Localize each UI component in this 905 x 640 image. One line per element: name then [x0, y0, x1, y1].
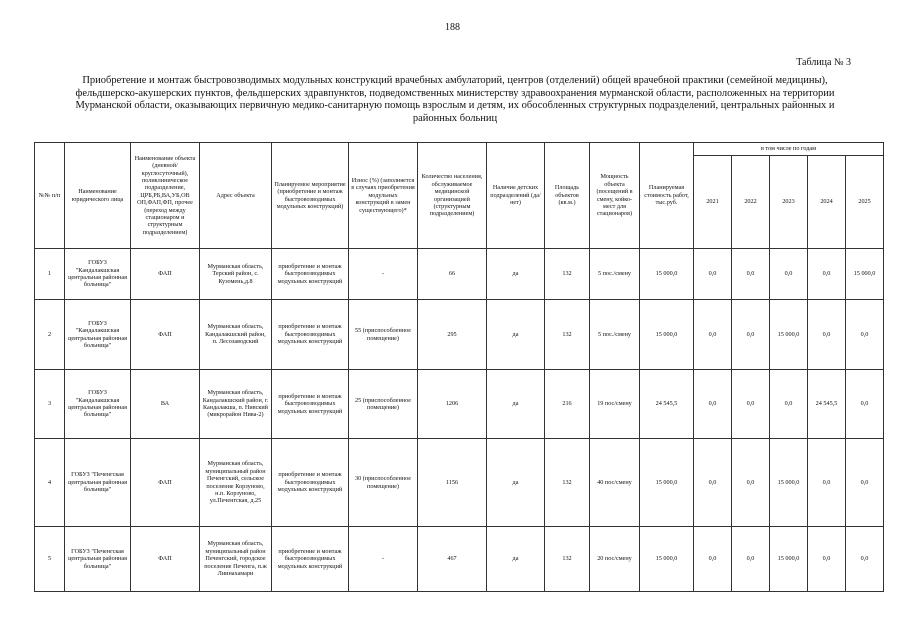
cell-2021: 0,0 [694, 439, 732, 527]
cell-2025: 0,0 [846, 370, 884, 439]
cell-kids-dept: да [487, 300, 545, 370]
header-area: Площадь объектов (кв.м.) [545, 143, 590, 249]
cell-cost: 15 000,0 [640, 439, 694, 527]
cell-2023: 0,0 [770, 249, 808, 300]
cell-address: Мурманская область, муниципальный район Печенгский, сельское поселение Корзуново, н.п. Корзуново, ул.Печенгская, д.25 [200, 439, 272, 527]
cell-object-name: ВА [131, 370, 200, 439]
cell-wear: 30 (приспособленное помещение) [349, 439, 418, 527]
cell-kids-dept: да [487, 527, 545, 592]
cell-2023: 0,0 [770, 370, 808, 439]
header-object-name: Наименование объекта (дневной/ круглосуточный), поликлиническое подразделение, ЦРБ,РБ,ВА,УБ,ОВ ОП,ФАП,ФП, прочее (переход между стационаром и структурным подразделением) [131, 143, 200, 249]
header-wear: Износ (%) (заполняется в случаях приобретения модульных конструкций в замен существующего)* [349, 143, 418, 249]
header-by-years: в том числе по годам [694, 143, 884, 156]
cell-area: 132 [545, 527, 590, 592]
cell-address: Мурманская область, Терский район, с. Кузомень,д.8 [200, 249, 272, 300]
cell-num: 5 [35, 527, 65, 592]
header-cost: Планируемая стоимость работ, тыс.руб. [640, 143, 694, 249]
cell-2024: 0,0 [808, 439, 846, 527]
cell-2022: 0,0 [732, 439, 770, 527]
cell-wear: - [349, 527, 418, 592]
cell-2021: 0,0 [694, 300, 732, 370]
document-title: Приобретение и монтаж быстровозводимых модульных конструкций врачебных амбулаторий, центров (отделений) общей врачебной практики (семейной медицины), фельдшерско-акушерских пунктов, фельдшерских здравпунктов, подведомственных министерству здравоохранения мурманской области, расположенных на территории Мурманской области, оказывающих первичную медико-санитарную помощь взрослым и детям, их обособленных структурных подразделений, центральных районных и районных больниц [75, 75, 835, 124]
cell-2023: 15 000,0 [770, 439, 808, 527]
cell-cost: 15 000,0 [640, 249, 694, 300]
cell-object-name: ФАП [131, 300, 200, 370]
cell-planned-event: приобретение и монтаж быстровозводимых модульных конструкций [272, 439, 349, 527]
cell-2022: 0,0 [732, 249, 770, 300]
cell-2022: 0,0 [732, 370, 770, 439]
header-population: Количество населения, обслуживаемое медицинской организацией (структурным подразделением) [418, 143, 487, 249]
cell-legal-name: ГОБУЗ "Кандалакшская центральная районная больница" [65, 249, 131, 300]
cell-cost: 15 000,0 [640, 527, 694, 592]
cell-capacity: 40 пос/смену [590, 439, 640, 527]
header-kids-dept: Наличие детских подразделений (да/нет) [487, 143, 545, 249]
table-row [35, 527, 884, 592]
cell-2022: 0,0 [732, 527, 770, 592]
cell-2022: 0,0 [732, 300, 770, 370]
cell-population: 1206 [418, 370, 487, 439]
cell-kids-dept: да [487, 249, 545, 300]
header-year-2024: 2024 [808, 156, 846, 249]
cell-area: 132 [545, 249, 590, 300]
cell-2025: 0,0 [846, 439, 884, 527]
cell-legal-name: ГОБУЗ "Кандалакшская центральная районная больница" [65, 370, 131, 439]
cell-population: 295 [418, 300, 487, 370]
header-year-2021: 2021 [694, 156, 732, 249]
cell-planned-event: приобретение и монтаж быстровозводимых модульных конструкций [272, 370, 349, 439]
cell-area: 132 [545, 300, 590, 370]
cell-legal-name: ГОБУЗ "Печенгская центральная районная больница" [65, 439, 131, 527]
cell-population: 66 [418, 249, 487, 300]
cell-2024: 24 545,5 [808, 370, 846, 439]
cell-2024: 0,0 [808, 300, 846, 370]
table-row [35, 370, 884, 439]
table-row [35, 300, 884, 370]
cell-num: 1 [35, 249, 65, 300]
cell-capacity: 5 пос./смену [590, 300, 640, 370]
cell-cost: 15 000,0 [640, 300, 694, 370]
cell-2025: 0,0 [846, 527, 884, 592]
cell-population: 1156 [418, 439, 487, 527]
cell-legal-name: ГОБУЗ "Печенгская центральная районная больница" [65, 527, 131, 592]
header-address: Адрес объекта [200, 143, 272, 249]
cell-2021: 0,0 [694, 370, 732, 439]
cell-address: Мурманская область, Кандалакшский район, п. Лесозаводский [200, 300, 272, 370]
program-table [34, 142, 884, 592]
cell-num: 2 [35, 300, 65, 370]
cell-object-name: ФАП [131, 249, 200, 300]
cell-capacity: 19 пос/смену [590, 370, 640, 439]
cell-planned-event: приобретение и монтаж быстровозводимых модульных конструкций [272, 300, 349, 370]
cell-planned-event: приобретение и монтаж быстровозводимых модульных конструкций [272, 249, 349, 300]
cell-num: 3 [35, 370, 65, 439]
cell-2024: 0,0 [808, 249, 846, 300]
header-planned-event: Планируемое мероприятие (приобретение и монтаж быстровозводимых модульных конструкций) [272, 143, 349, 249]
cell-kids-dept: да [487, 370, 545, 439]
cell-area: 216 [545, 370, 590, 439]
cell-planned-event: приобретение и монтаж быстровозводимых модульных конструкций [272, 527, 349, 592]
cell-population: 467 [418, 527, 487, 592]
cell-2021: 0,0 [694, 249, 732, 300]
table-row [35, 439, 884, 527]
cell-capacity: 20 пос/смену [590, 527, 640, 592]
cell-2025: 15 000,0 [846, 249, 884, 300]
cell-num: 4 [35, 439, 65, 527]
cell-cost: 24 545,5 [640, 370, 694, 439]
cell-2021: 0,0 [694, 527, 732, 592]
cell-2025: 0,0 [846, 300, 884, 370]
table-row [35, 249, 884, 300]
cell-object-name: ФАП [131, 527, 200, 592]
cell-address: Мурманская область, Кандалакшский район, г. Кандалакша, п. Нивский (микрорайон Нива-2) [200, 370, 272, 439]
cell-wear: - [349, 249, 418, 300]
header-capacity: Мощность объекта (посещений в смену, койко-мест для стационаров) [590, 143, 640, 249]
header-year-2025: 2025 [846, 156, 884, 249]
cell-kids-dept: да [487, 439, 545, 527]
header-year-2022: 2022 [732, 156, 770, 249]
cell-object-name: ФАП [131, 439, 200, 527]
header-year-2023: 2023 [770, 156, 808, 249]
page-number: 188 [445, 22, 460, 33]
cell-2024: 0,0 [808, 527, 846, 592]
cell-2023: 15 000,0 [770, 527, 808, 592]
cell-address: Мурманская область, муниципальный район Печенгский, городское поселение Печенга, п.ж Лиинахамари [200, 527, 272, 592]
cell-wear: 25 (приспособленное помещение) [349, 370, 418, 439]
table-label: Таблица № 3 [796, 57, 851, 68]
header-row [35, 143, 884, 156]
cell-legal-name: ГОБУЗ "Кандалакшская центральная районная больница" [65, 300, 131, 370]
header-num: №№ п/п [35, 143, 65, 249]
cell-area: 132 [545, 439, 590, 527]
header-legal-name: Наименование юридического лица [65, 143, 131, 249]
cell-capacity: 5 пос./смену [590, 249, 640, 300]
cell-wear: 55 (приспособленное помещение) [349, 300, 418, 370]
cell-2023: 15 000,0 [770, 300, 808, 370]
